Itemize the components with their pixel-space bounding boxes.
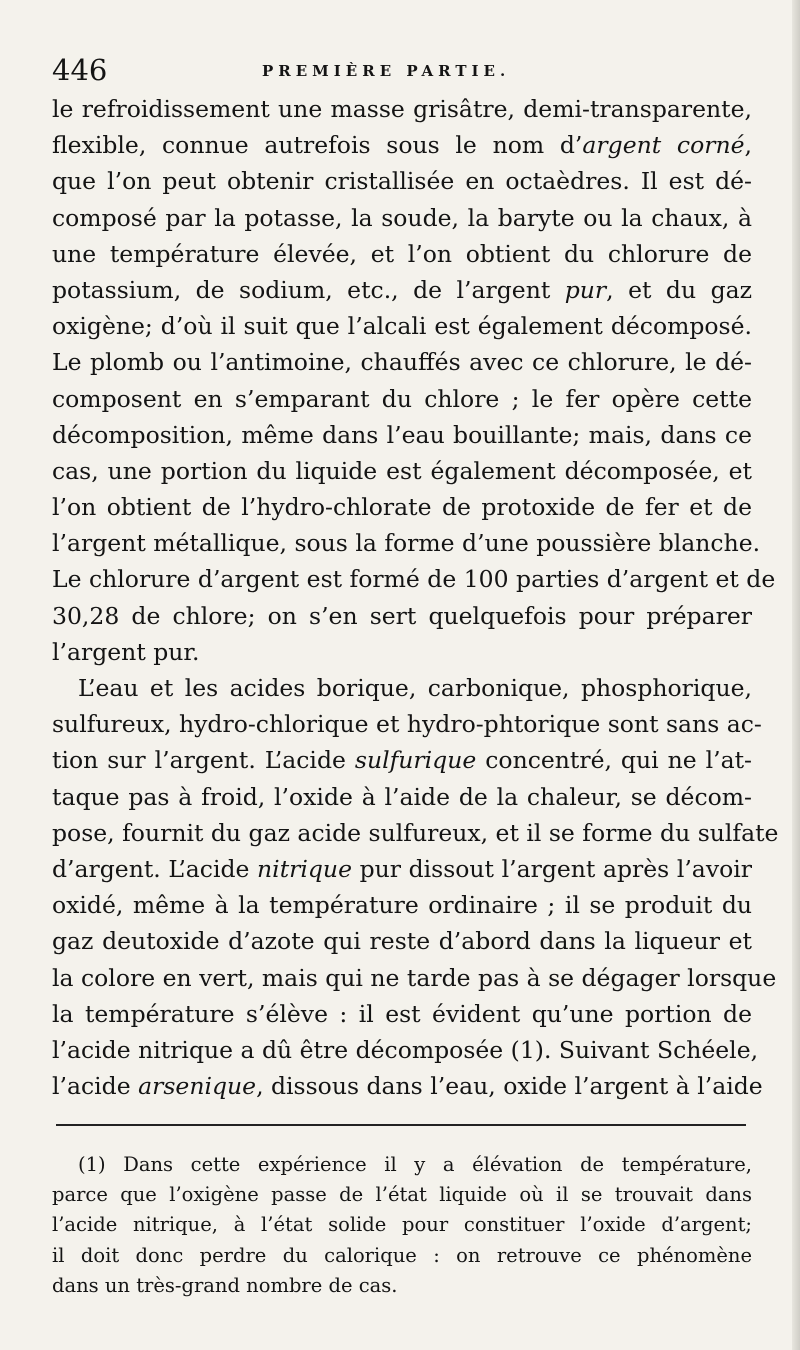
text-line: le refroidissement une masse grisâtre, demi-transparente, [52,95,752,123]
text-line: que l’on peut obtenir cristallisée en octaèdres. Il est dé- [52,167,752,196]
text-line: 30,28 de chlore; on s’en sert quelquefois pour préparer [52,601,752,630]
text-line-paragraph-start: L’eau et les acides borique, carbonique, phosphorique, [78,674,752,702]
text-line: Le chlorure d’argent est formé de 100 parties d’argent et de [52,565,776,594]
page-number: 446 [52,53,108,87]
main-text [52,91,779,1104]
text-line: pose, fournit du gaz acide sulfureux, et il se forme du sulfate [52,818,779,847]
text-line: gaz deutoxide d’azote qui reste d’abord dans la liqueur et [52,927,752,956]
page-edge-shadow [792,0,800,1350]
text-line: composent en s’emparant du chlore ; le fer opère cette [52,384,752,413]
footnote [52,1150,752,1301]
text-line: la colore en vert, mais qui ne tarde pas à se dégager lorsque [52,963,777,992]
footnote-line: (1) Dans cette expérience il y a élévation de température, [78,1153,752,1176]
footnote-line: l’acide nitrique, à l’état solide pour constituer l’oxide d’argent; [52,1213,752,1237]
page-header [52,50,752,90]
text-line: taque pas à froid, l’oxide à l’aide de la chaleur, se décom- [52,782,752,811]
text-line: l’on obtient de l’hydro-chlorate de protoxide de fer et de [52,493,752,522]
text-line: oxidé, même à la température ordinaire ; il se produit du [52,891,752,920]
footnote-line: il doit donc perdre du calorique : on retrouve ce phénomène [52,1243,752,1267]
text-line-paragraph-end: l’argent pur. [52,637,200,666]
footnote-divider [56,1124,746,1126]
text-line: potassium, de sodium, etc., de l’argent pur, et du gaz [52,275,753,304]
text-line: une température élevée, et l’on obtient du chlorure de [52,239,752,268]
text-line: sulfureux, hydro-chlorique et hydro-phtorique sont sans ac- [52,710,762,739]
text-line: l’argent métallique, sous la forme d’une poussière blanche. [52,529,761,558]
text-line: d’argent. L’acide nitrique pur dissout l’argent après l’avoir [52,854,752,883]
text-line: décomposition, même dans l’eau bouillante; mais, dans ce [52,420,752,449]
text-line: la température s’élève : il est évident qu’une portion de [52,999,752,1028]
text-line: Le plomb ou l’antimoine, chauffés avec ce chlorure, le dé- [52,348,752,377]
running-head: PREMIÈRE PARTIE. [262,62,511,80]
text-line: l’acide arsenique, dissous dans l’eau, oxide l’argent à l’aide [52,1072,763,1101]
footnote-line: dans un très-grand nombre de cas. [52,1273,398,1297]
text-line: tion sur l’argent. L’acide sulfurique concentré, qui ne l’at- [52,746,752,775]
footnote-line: parce que l’oxigène passe de l’état liquide où il se trouvait dans [52,1183,752,1207]
text-line: flexible, connue autrefois sous le nom d’argent corné, [52,131,752,160]
text-line: cas, une portion du liquide est également décomposée, et [52,456,752,485]
text-line: l’acide nitrique a dû être décomposée (1). Suivant Schéele, [52,1035,759,1064]
text-line: composé par la potasse, la soude, la baryte ou la chaux, à [52,203,752,232]
text-line: oxigène; d’où il suit que l’alcali est également décomposé. [52,312,752,341]
